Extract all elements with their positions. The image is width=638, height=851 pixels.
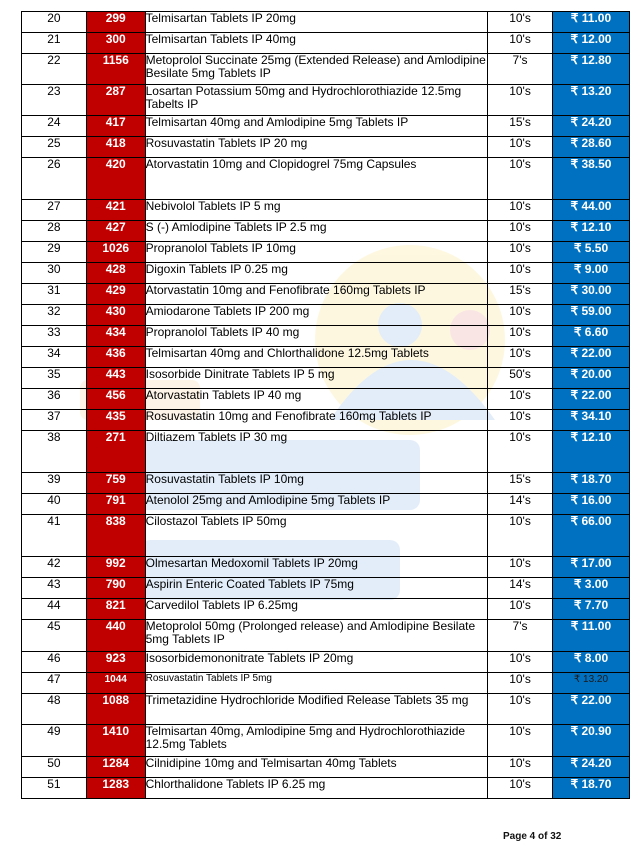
serial-number-cell: 29 [22,242,87,263]
medicine-price-table [21,11,630,799]
drug-name-cell: Isosorbide Dinitrate Tablets IP 5 mg [145,368,488,389]
drug-code-cell: 436 [86,347,145,368]
mrp-price-cell: ₹ 12.00 [552,33,629,54]
pack-size-cell: 10's [488,652,553,673]
mrp-price-cell: ₹ 18.70 [552,473,629,494]
serial-number-cell: 48 [22,694,87,725]
serial-number-cell: 27 [22,200,87,221]
drug-code-cell: 287 [86,85,145,116]
pack-size-cell: 10's [488,242,553,263]
drug-code-cell: 417 [86,116,145,137]
serial-number-cell: 42 [22,557,87,578]
pack-size-cell: 10's [488,389,553,410]
drug-name-cell: Carvedilol Tablets IP 6.25mg [145,599,488,620]
drug-code-cell: 421 [86,200,145,221]
drug-code-cell: 1044 [86,673,145,694]
table-row [22,389,630,410]
serial-number-cell: 47 [22,673,87,694]
pack-size-cell: 14's [488,578,553,599]
serial-number-cell: 40 [22,494,87,515]
drug-code-cell: 418 [86,137,145,158]
mrp-price-cell: ₹ 12.10 [552,431,629,473]
drug-code-cell: 429 [86,284,145,305]
drug-code-cell: 428 [86,263,145,284]
pack-size-cell: 10's [488,410,553,431]
mrp-price-cell: ₹ 7.70 [552,599,629,620]
table-row [22,410,630,431]
table-row [22,137,630,158]
table-row [22,368,630,389]
serial-number-cell: 28 [22,221,87,242]
drug-code-cell: 791 [86,494,145,515]
pack-size-cell: 10's [488,12,553,33]
table-row [22,200,630,221]
drug-name-cell: Olmesartan Medoxomil Tablets IP 20mg [145,557,488,578]
mrp-price-cell: ₹ 12.80 [552,54,629,85]
drug-name-cell: Isosorbidemononitrate Tablets IP 20mg [145,652,488,673]
serial-number-cell: 41 [22,515,87,557]
serial-number-cell: 22 [22,54,87,85]
drug-name-cell: Atorvastatin 10mg and Clopidogrel 75mg Capsules [145,158,488,200]
drug-code-cell: 1283 [86,778,145,799]
pack-size-cell: 15's [488,116,553,137]
drug-name-cell: Metoprolol 50mg (Prolonged release) and Amlodipine Besilate 5mg Tablets IP [145,620,488,652]
mrp-price-cell: ₹ 24.20 [552,116,629,137]
drug-code-cell: 435 [86,410,145,431]
drug-name-cell: Propranolol Tablets IP 40 mg [145,326,488,347]
mrp-price-cell: ₹ 38.50 [552,158,629,200]
pack-size-cell: 10's [488,263,553,284]
mrp-price-cell: ₹ 18.70 [552,778,629,799]
mrp-price-cell: ₹ 11.00 [552,12,629,33]
mrp-price-cell: ₹ 13.20 [552,85,629,116]
pack-size-cell: 10's [488,221,553,242]
drug-code-cell: 1284 [86,757,145,778]
mrp-price-cell: ₹ 34.10 [552,410,629,431]
pack-size-cell: 10's [488,305,553,326]
table-row [22,12,630,33]
pack-size-cell: 10's [488,33,553,54]
mrp-price-cell: ₹ 13.20 [552,673,629,694]
drug-name-cell: Nebivolol Tablets IP 5 mg [145,200,488,221]
drug-code-cell: 440 [86,620,145,652]
mrp-price-cell: ₹ 24.20 [552,757,629,778]
drug-name-cell: Atenolol 25mg and Amlodipine 5mg Tablets IP [145,494,488,515]
drug-name-cell: Propranolol Tablets IP 10mg [145,242,488,263]
mrp-price-cell: ₹ 16.00 [552,494,629,515]
mrp-price-cell: ₹ 17.00 [552,557,629,578]
drug-code-cell: 1088 [86,694,145,725]
drug-name-cell: Metoprolol Succinate 25mg (Extended Release) and Amlodipine Besilate 5mg Tablets IP [145,54,488,85]
serial-number-cell: 32 [22,305,87,326]
mrp-price-cell: ₹ 9.00 [552,263,629,284]
pack-size-cell: 50's [488,368,553,389]
drug-code-cell: 430 [86,305,145,326]
drug-code-cell: 923 [86,652,145,673]
pack-size-cell: 10's [488,158,553,200]
table-row [22,326,630,347]
drug-code-cell: 1410 [86,725,145,757]
drug-code-cell: 434 [86,326,145,347]
mrp-price-cell: ₹ 5.50 [552,242,629,263]
drug-code-cell: 1156 [86,54,145,85]
mrp-price-cell: ₹ 44.00 [552,200,629,221]
pack-size-cell: 10's [488,778,553,799]
table-row [22,263,630,284]
mrp-price-cell: ₹ 8.00 [552,652,629,673]
pack-size-cell: 10's [488,725,553,757]
table-row [22,284,630,305]
drug-name-cell: Telmisartan Tablets IP 40mg [145,33,488,54]
mrp-price-cell: ₹ 20.90 [552,725,629,757]
table-row [22,305,630,326]
serial-number-cell: 21 [22,33,87,54]
pack-size-cell: 15's [488,284,553,305]
table-row [22,158,630,200]
drug-code-cell: 299 [86,12,145,33]
drug-name-cell: S (-) Amlodipine Tablets IP 2.5 mg [145,221,488,242]
pack-size-cell: 10's [488,431,553,473]
pack-size-cell: 10's [488,200,553,221]
drug-code-cell: 443 [86,368,145,389]
pack-size-cell: 10's [488,515,553,557]
mrp-price-cell: ₹ 11.00 [552,620,629,652]
drug-name-cell: Chlorthalidone Tablets IP 6.25 mg [145,778,488,799]
mrp-price-cell: ₹ 30.00 [552,284,629,305]
pack-size-cell: 10's [488,599,553,620]
serial-number-cell: 51 [22,778,87,799]
mrp-price-cell: ₹ 3.00 [552,578,629,599]
mrp-price-cell: ₹ 59.00 [552,305,629,326]
drug-code-cell: 427 [86,221,145,242]
drug-code-cell: 271 [86,431,145,473]
serial-number-cell: 38 [22,431,87,473]
table-row [22,694,630,725]
drug-name-cell: Cilostazol Tablets IP 50mg [145,515,488,557]
table-row [22,599,630,620]
mrp-price-cell: ₹ 6.60 [552,326,629,347]
drug-name-cell: Losartan Potassium 50mg and Hydrochlorothiazide 12.5mg Tabelts IP [145,85,488,116]
serial-number-cell: 43 [22,578,87,599]
serial-number-cell: 34 [22,347,87,368]
page-number: Page 4 of 32 [503,831,562,842]
serial-number-cell: 33 [22,326,87,347]
serial-number-cell: 23 [22,85,87,116]
drug-name-cell: Aspirin Enteric Coated Tablets IP 75mg [145,578,488,599]
pack-size-cell: 10's [488,673,553,694]
pack-size-cell: 10's [488,85,553,116]
pack-size-cell: 10's [488,694,553,725]
table-row [22,578,630,599]
drug-name-cell: Rosuvastatin Tablets IP 10mg [145,473,488,494]
table-row [22,515,630,557]
serial-number-cell: 20 [22,12,87,33]
drug-name-cell: Atorvastatin Tablets IP 40 mg [145,389,488,410]
pack-size-cell: 10's [488,326,553,347]
mrp-price-cell: ₹ 66.00 [552,515,629,557]
table-row [22,725,630,757]
pack-size-cell: 10's [488,757,553,778]
table-row [22,85,630,116]
pack-size-cell: 7's [488,54,553,85]
drug-name-cell: Cilnidipine 10mg and Telmisartan 40mg Tablets [145,757,488,778]
table-row [22,347,630,368]
drug-name-cell: Trimetazidine Hydrochloride Modified Release Tablets 35 mg [145,694,488,725]
drug-code-cell: 790 [86,578,145,599]
pack-size-cell: 7's [488,620,553,652]
mrp-price-cell: ₹ 28.60 [552,137,629,158]
table-row [22,242,630,263]
drug-code-cell: 300 [86,33,145,54]
pack-size-cell: 10's [488,137,553,158]
drug-code-cell: 456 [86,389,145,410]
table-row [22,778,630,799]
drug-name-cell: Rosuvastatin Tablets IP 20 mg [145,137,488,158]
table-row [22,473,630,494]
table-row [22,116,630,137]
drug-name-cell: Amiodarone Tablets IP 200 mg [145,305,488,326]
serial-number-cell: 25 [22,137,87,158]
mrp-price-cell: ₹ 22.00 [552,389,629,410]
drug-name-cell: Atorvastatin 10mg and Fenofibrate 160mg Tablets IP [145,284,488,305]
drug-name-cell: Rosuvastatin 10mg and Fenofibrate 160mg Tablets IP [145,410,488,431]
drug-name-cell: Telmisartan 40mg and Chlorthalidone 12.5mg Tablets [145,347,488,368]
serial-number-cell: 39 [22,473,87,494]
serial-number-cell: 49 [22,725,87,757]
pack-size-cell: 10's [488,557,553,578]
drug-name-cell: Telmisartan 40mg and Amlodipine 5mg Tablets IP [145,116,488,137]
table-row [22,652,630,673]
serial-number-cell: 30 [22,263,87,284]
mrp-price-cell: ₹ 20.00 [552,368,629,389]
table-row [22,757,630,778]
drug-code-cell: 821 [86,599,145,620]
serial-number-cell: 35 [22,368,87,389]
drug-code-cell: 759 [86,473,145,494]
drug-code-cell: 992 [86,557,145,578]
table-row [22,221,630,242]
serial-number-cell: 45 [22,620,87,652]
table-row [22,620,630,652]
pack-size-cell: 15's [488,473,553,494]
mrp-price-cell: ₹ 22.00 [552,694,629,725]
drug-name-cell: Telmisartan 40mg, Amlodipine 5mg and Hydrochlorothiazide 12.5mg Tablets [145,725,488,757]
drug-name-cell: Telmisartan Tablets IP 20mg [145,12,488,33]
pack-size-cell: 14's [488,494,553,515]
mrp-price-cell: ₹ 22.00 [552,347,629,368]
table-row [22,494,630,515]
table-row [22,431,630,473]
serial-number-cell: 44 [22,599,87,620]
drug-name-cell: Digoxin Tablets IP 0.25 mg [145,263,488,284]
table-row [22,673,630,694]
serial-number-cell: 46 [22,652,87,673]
table-row [22,54,630,85]
drug-code-cell: 838 [86,515,145,557]
serial-number-cell: 37 [22,410,87,431]
mrp-price-cell: ₹ 12.10 [552,221,629,242]
drug-name-cell: Diltiazem Tablets IP 30 mg [145,431,488,473]
serial-number-cell: 31 [22,284,87,305]
serial-number-cell: 50 [22,757,87,778]
drug-name-cell: Rosuvastatin Tablets IP 5mg [145,673,488,694]
serial-number-cell: 24 [22,116,87,137]
table-row [22,33,630,54]
drug-code-cell: 420 [86,158,145,200]
drug-code-cell: 1026 [86,242,145,263]
table-row [22,557,630,578]
pack-size-cell: 10's [488,347,553,368]
serial-number-cell: 26 [22,158,87,200]
serial-number-cell: 36 [22,389,87,410]
